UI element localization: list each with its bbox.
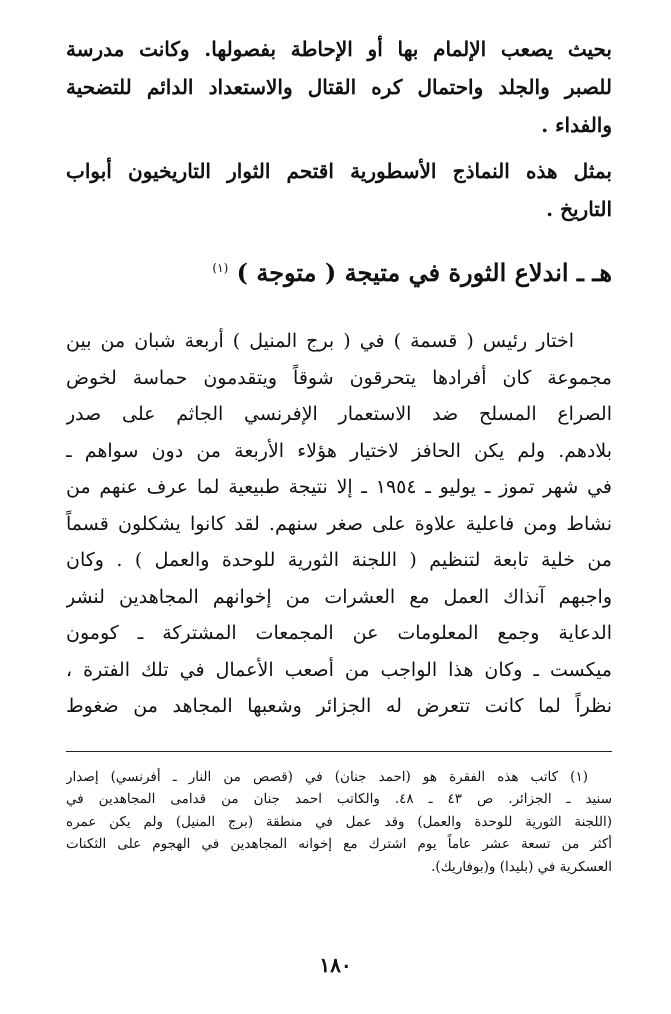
text-line: واجبهم آنذاك العمل مع العشرات من إخوانهم المجاهدين لنشر bbox=[66, 585, 612, 608]
book-page bbox=[66, 30, 612, 878]
footnote-line: سنيد ـ الجزائر. ص ٤٣ ـ ٤٨. والكاتب احمد جنان من قدامى المجاهدين في bbox=[66, 791, 612, 807]
text-line: ميكست ـ وكان هذا الواجب من أصعب الأعمال في تلك الفترة ، bbox=[66, 658, 612, 681]
text-line: الصراع المسلح ضد الاستعمار الإفرنسي الجاثم على صدر bbox=[66, 403, 612, 425]
page-number: ١٨٠ bbox=[319, 953, 352, 977]
text-line: من خلية تابعة لتنظيم ( اللجنة الثورية للوحدة والعمل ) . وكان bbox=[66, 549, 612, 571]
footnote-line: أكثر من تسعة عشر عاماً يوم اشترك مع إخوانه المجاهدين في الهجوم على الثكنات bbox=[66, 836, 612, 852]
section-heading bbox=[66, 248, 612, 293]
body-paragraph bbox=[66, 323, 612, 725]
text-line: مجموعة كان أفرادها يتحرقون شوقاً ويتقدمون حماسة لخوض bbox=[66, 366, 612, 389]
text-line: نظراً لما كانت تتعرض له الجزائر وشعبها المجاهد من ضغوط bbox=[66, 695, 612, 717]
intro-paragraph bbox=[66, 30, 612, 144]
text-line: بمثل هذه النماذج الأسطورية اقتحم الثوار التاريخيون أبواب bbox=[66, 159, 612, 183]
footnote-line: (١) كاتب هذه الفقرة هو (احمد جنان) في (قصص من النار ـ أفرنسي) إصدار bbox=[66, 768, 588, 785]
text-line: للصبر والجلد واحتمال كره القتال والاستعداد الدائم للتضحية bbox=[66, 75, 612, 99]
text-line: اختار رئيس ( قسمة ) في ( برج المنيل ) أربعة شبان من بين bbox=[66, 330, 574, 352]
text-line: الدعاية وجمع المعلومات عن المجمعات المشتركة ـ كومون bbox=[66, 622, 612, 644]
text-line: في شهر تموز ـ يوليو ـ ١٩٥٤ ـ إلا نتيجة طبيعية لما عرف عنهم من bbox=[66, 476, 612, 498]
text-line: التاريخ . bbox=[546, 197, 612, 221]
summary-paragraph bbox=[66, 152, 612, 228]
footnote-marker: (١) bbox=[212, 261, 229, 275]
text-line: نشاط ومن فاعلية علاوة على صغر سنهم. لقد كانوا يشكلون قسماً bbox=[66, 512, 612, 535]
text-line: بلادهم. ولم يكن الحافز لاختيار هؤلاء الأربعة من دون سواهم ـ bbox=[66, 439, 612, 462]
footnote-line: العسكرية في (بليدا) و(بوفاريك). bbox=[431, 858, 612, 875]
section-heading-text: هـ ـ اندلاع الثورة في متيجة ( متوجة ) bbox=[236, 258, 612, 287]
text-line: والفداء . bbox=[541, 113, 612, 137]
footnote-divider bbox=[66, 751, 612, 752]
footnote-line: (اللجنة الثورية للوحدة والعمل) وقد عمل في منطقة (برج المنيل) ولم يكن عمره bbox=[66, 813, 612, 830]
text-line: بحيث يصعب الإلمام بها أو الإحاطة بفصولها. وكانت مدرسة bbox=[66, 37, 612, 61]
footnotes bbox=[66, 766, 612, 879]
